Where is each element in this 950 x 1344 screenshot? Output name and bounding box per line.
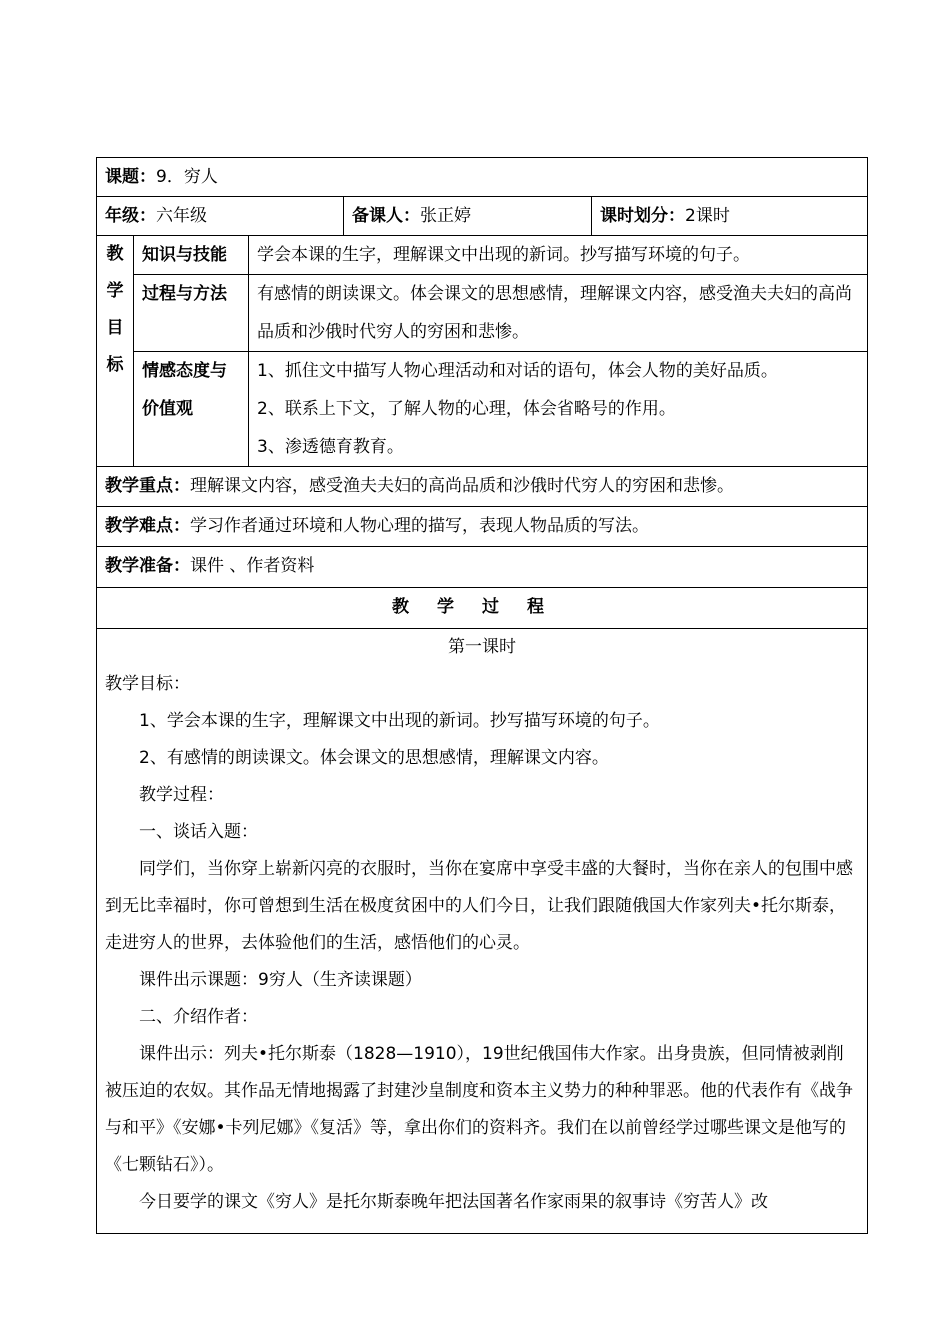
step-1-text: 同学们，当你穿上崭新闪亮的衣服时，当你在宴席中享受丰盛的大餐时，当你在亲人的包围中感到无比幸福时，你可曾想到生活在极度贫困中的人们今日，让我们跟随俄国大作家列夫•托尔斯泰，走进穷人的世界，去体验他们的生活，感悟他们的心灵。 (105, 859, 853, 953)
step-2-heading: 二、介绍作者： (139, 1007, 258, 1027)
difficulty-label: 教学难点： (105, 516, 190, 536)
info-row (97, 197, 868, 236)
body-goal-2: 2、有感情的朗读课文。体会课文的思想感情，理解课文内容。 (139, 748, 609, 768)
process-body-row (97, 629, 868, 1234)
process-label: 过程与方法 (134, 275, 249, 352)
key-point-text: 理解课文内容，感受渔夫夫妇的高尚品质和沙俄时代穷人的穷困和悲惨。 (190, 476, 734, 496)
process-body (97, 629, 868, 1234)
topic-label: 课题： (105, 167, 156, 187)
emotion-item: 3、渗透德育教育。 (257, 437, 404, 457)
step-1-heading: 一、谈话入题： (139, 822, 258, 842)
process-heading: 教学过程： (139, 785, 224, 805)
step-1-show: 课件出示课题：9穷人（生齐读课题） (139, 970, 422, 990)
process-text: 有感情的朗读课文。体会课文的思想感情，理解课文内容，感受渔夫夫妇的高尚品质和沙俄时代穷人的穷困和悲惨。 (249, 275, 868, 352)
grade-label: 年级： (105, 206, 156, 226)
process-title-row (97, 588, 868, 629)
goal-knowledge-row (97, 236, 868, 275)
preparation-text: 课件 、作者资料 (190, 556, 315, 576)
teacher-value: 张正婷 (420, 206, 471, 226)
preparation-label: 教学准备： (105, 556, 190, 576)
grade-value: 六年级 (156, 206, 207, 226)
step-2-text: 课件出示：列夫•托尔斯泰（1828—1910），19世纪俄国伟大作家。出身贵族，但同情被剥削被压迫的农奴。其作品无情地揭露了封建沙皇制度和资本主义势力的种种罪恶。他的代表作有《战争与和平》《安娜•卡列尼娜》《复活》等，拿出你们的资料齐。我们在以前曾经学过哪些课文是他写的《七颗钻石》）。 (105, 1044, 853, 1175)
teaching-goals-side-label: 教 学 目 标 (97, 236, 134, 467)
period-label: 课时划分： (600, 206, 685, 226)
emotion-item: 1、抓住文中描写人物心理活动和对话的语句，体会人物的美好品质。 (257, 361, 778, 381)
knowledge-text: 学会本课的生字，理解课文中出现的新词。抄写描写环境的句子。 (249, 236, 868, 275)
preparation-row (97, 547, 868, 588)
knowledge-label: 知识与技能 (134, 236, 249, 275)
difficulty-text: 学习作者通过环境和人物心理的描写，表现人物品质的写法。 (190, 516, 649, 536)
process-title: 教学过程 (97, 588, 868, 629)
lesson-heading: 第一课时 (448, 637, 517, 657)
step-2-text-2: 今日要学的课文《穷人》是托尔斯泰晚年把法国著名作家雨果的叙事诗《穷苦人》改 (139, 1192, 768, 1212)
body-goal-1: 1、学会本课的生字，理解课文中出现的新词。抄写描写环境的句子。 (139, 711, 660, 731)
teacher-label: 备课人： (352, 206, 420, 226)
goal-process-row (97, 275, 868, 352)
topic-value: 9．穷人 (156, 167, 218, 187)
period-value: 2课时 (685, 206, 730, 226)
lesson-plan-table (96, 157, 868, 1234)
topic-row (97, 158, 868, 197)
key-point-label: 教学重点： (105, 476, 190, 496)
goals-heading: 教学目标： (105, 674, 190, 694)
emotion-item: 2、联系上下文，了解人物的心理，体会省略号的作用。 (257, 399, 676, 419)
lesson-plan-sheet (96, 157, 867, 1234)
goal-emotion-row (97, 352, 868, 467)
difficulty-row (97, 507, 868, 547)
emotion-items (249, 352, 868, 467)
emotion-label: 情感态度与 价值观 (134, 352, 249, 467)
key-point-row (97, 467, 868, 507)
